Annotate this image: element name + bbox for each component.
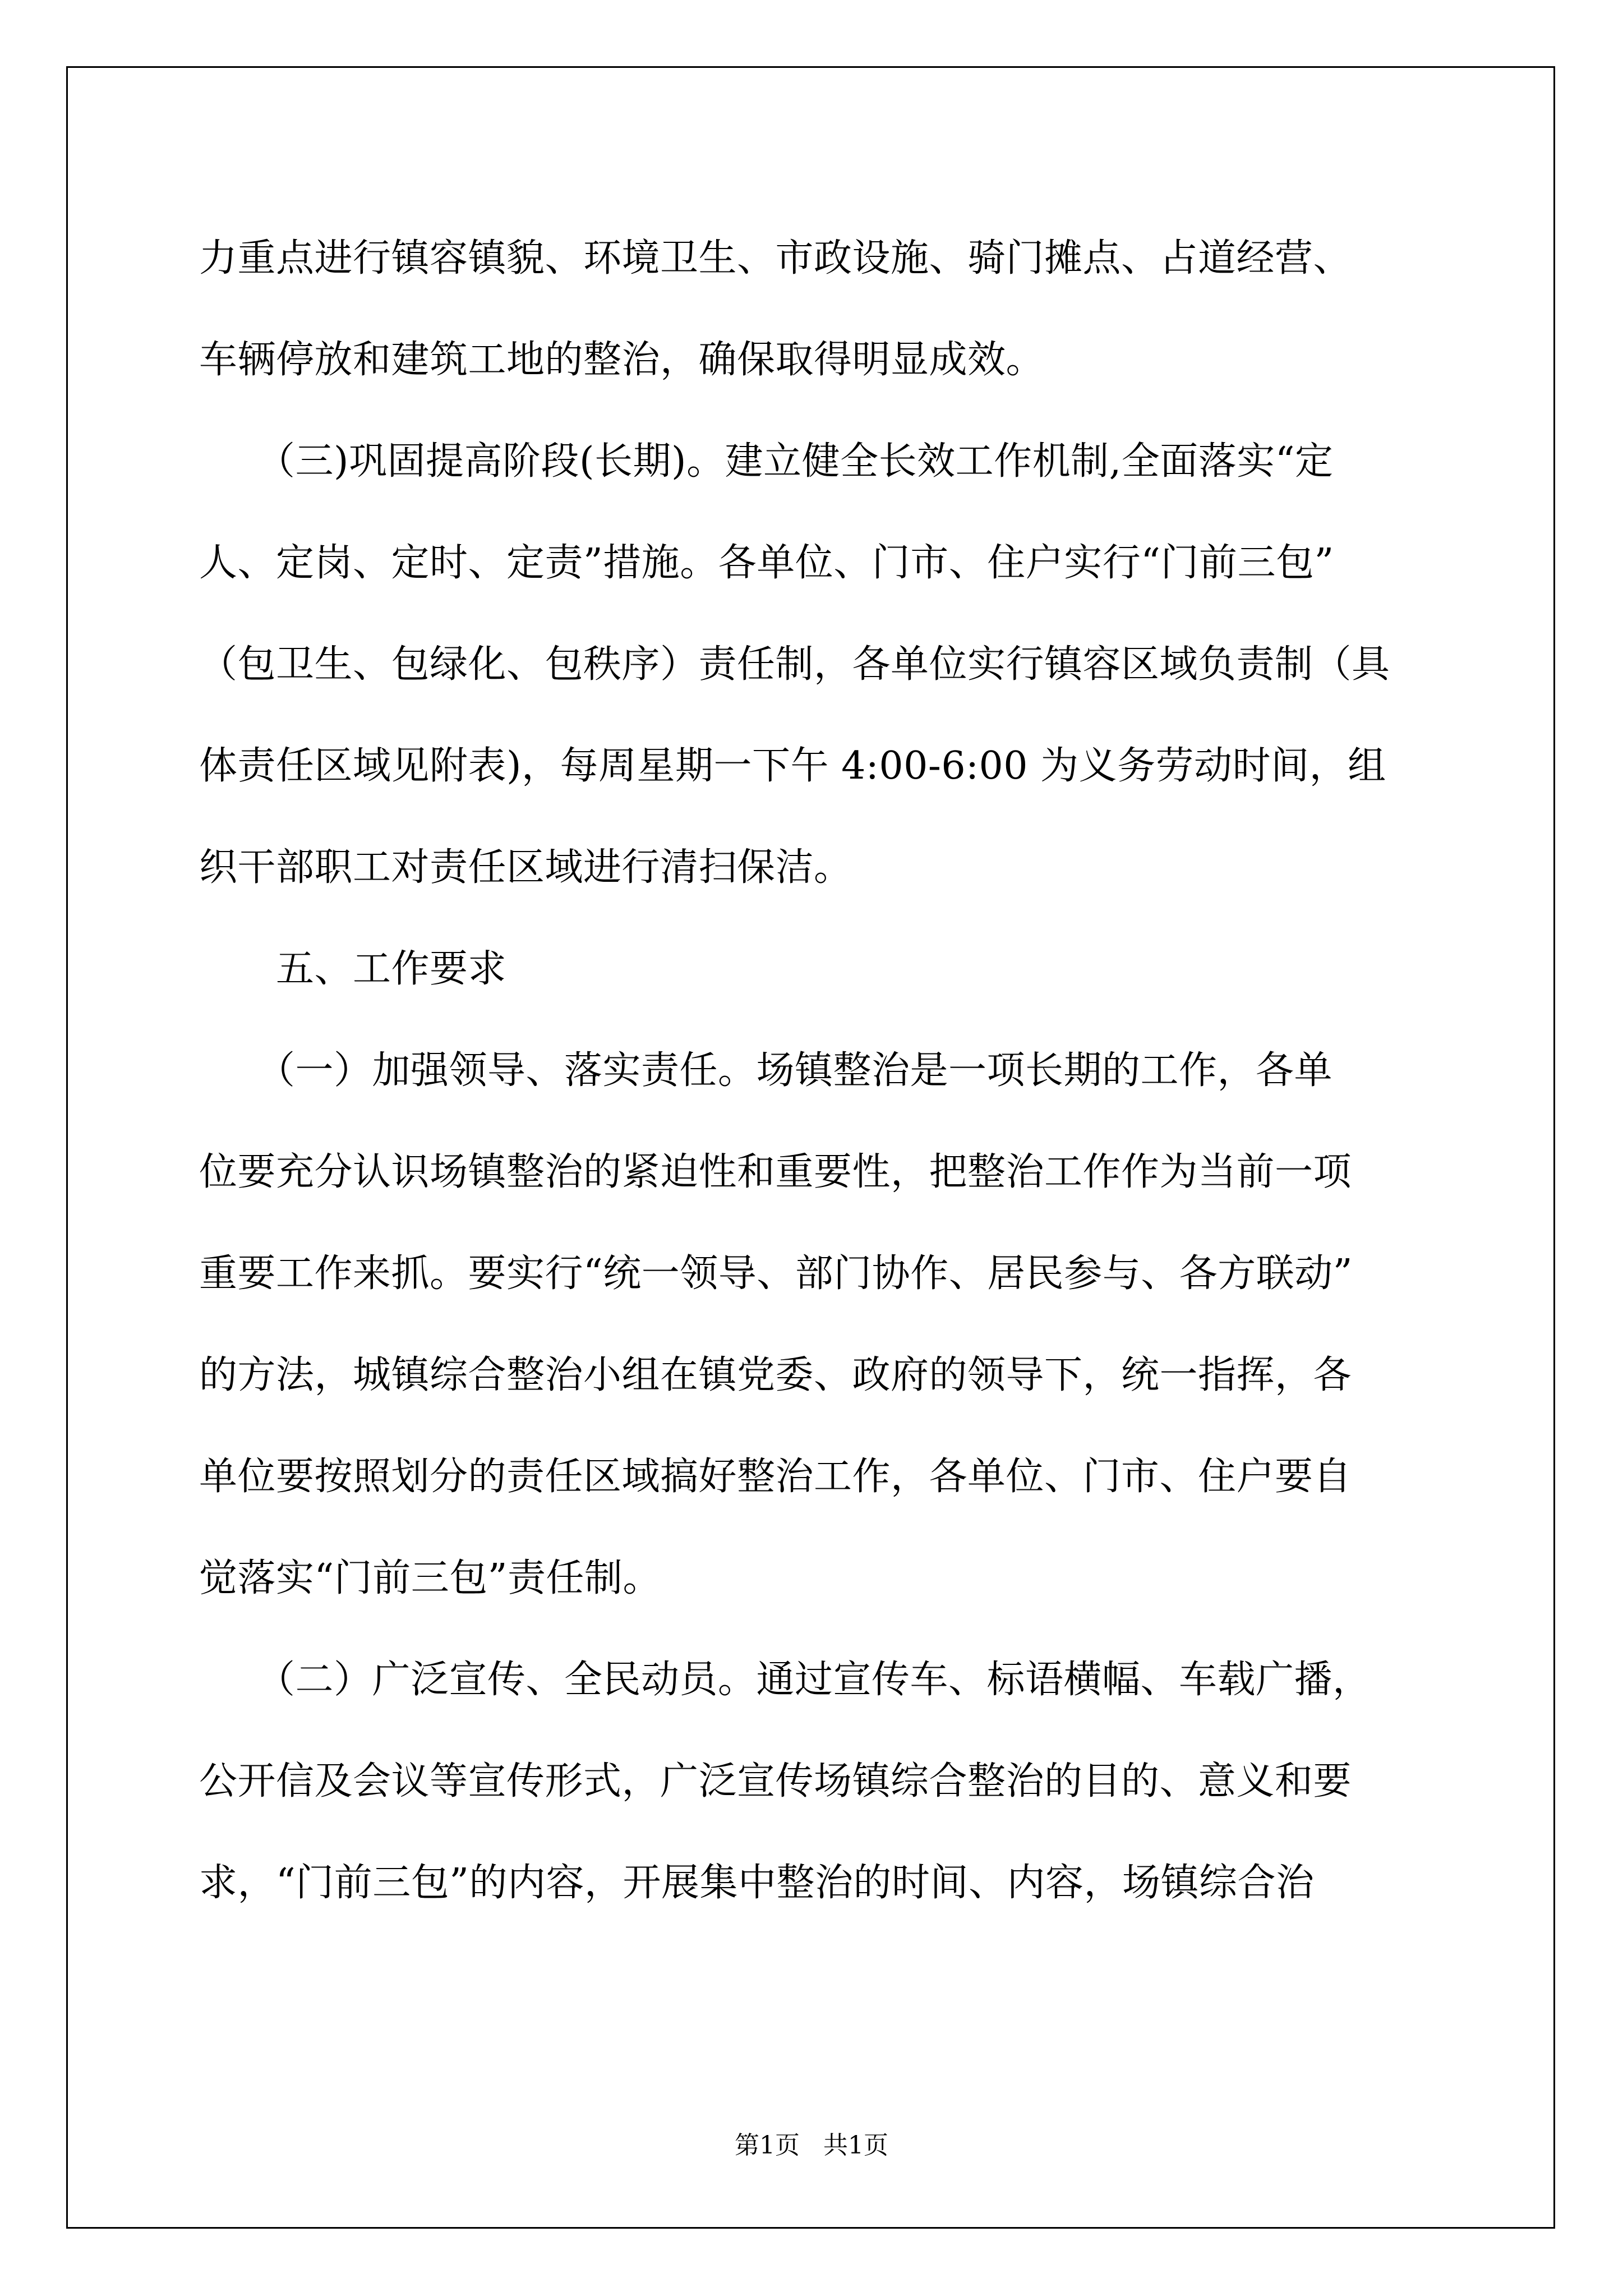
text-line: 重要工作来抓。要实行“统一领导、部门协作、居民参与、各方联动” bbox=[199, 1251, 1353, 1296]
document-body bbox=[199, 208, 1433, 1934]
section-heading: 五、工作要求 bbox=[199, 947, 507, 991]
text-line: 体责任区域见附表)，每周星期一下午 4:00-6:00 为义务劳动时间，组 bbox=[199, 744, 1386, 788]
text-line: 位要充分认识场镇整治的紧迫性和重要性，把整治工作作为当前一项 bbox=[199, 1150, 1352, 1194]
text-line: 公开信及会议等宣传形式，广泛宣传场镇综合整治的目的、意义和要 bbox=[199, 1759, 1352, 1803]
page-footer: 第1页 共1页 bbox=[735, 2131, 888, 2160]
text-line: （三)巩固提高阶段(长期)。建立健全长效工作机制,全面落实“定 bbox=[199, 439, 1334, 484]
text-line: （一）加强领导、落实责任。场镇整治是一项长期的工作，各单 bbox=[199, 1048, 1333, 1093]
text-line: 的方法，城镇综合整治小组在镇党委、政府的领导下，统一指挥，各 bbox=[199, 1353, 1352, 1397]
text-line: 车辆停放和建筑工地的整治，确保取得明显成效。 bbox=[199, 338, 1045, 382]
text-line: （包卫生、包绿化、包秩序）责任制，各单位实行镇容区域负责制（具 bbox=[199, 642, 1390, 687]
text-line: 力重点进行镇容镇貌、环境卫生、市政设施、骑门摊点、占道经营、 bbox=[199, 236, 1352, 280]
text-line: 人、定岗、定时、定责”措施。各单位、门市、住户实行“门前三包” bbox=[199, 541, 1334, 585]
text-line: 织干部职工对责任区域进行清扫保洁。 bbox=[199, 845, 852, 890]
text-line: 觉落实“门前三包”责任制。 bbox=[199, 1556, 662, 1600]
text-line: 单位要按照划分的责任区域搞好整治工作，各单位、门市、住户要自 bbox=[199, 1455, 1352, 1499]
text-line: （二）广泛宣传、全民动员。通过宣传车、标语横幅、车载广播， bbox=[199, 1658, 1371, 1702]
text-line: 求，“门前三包”的内容，开展集中整治的时间、内容，场镇综合治 bbox=[199, 1861, 1315, 1905]
